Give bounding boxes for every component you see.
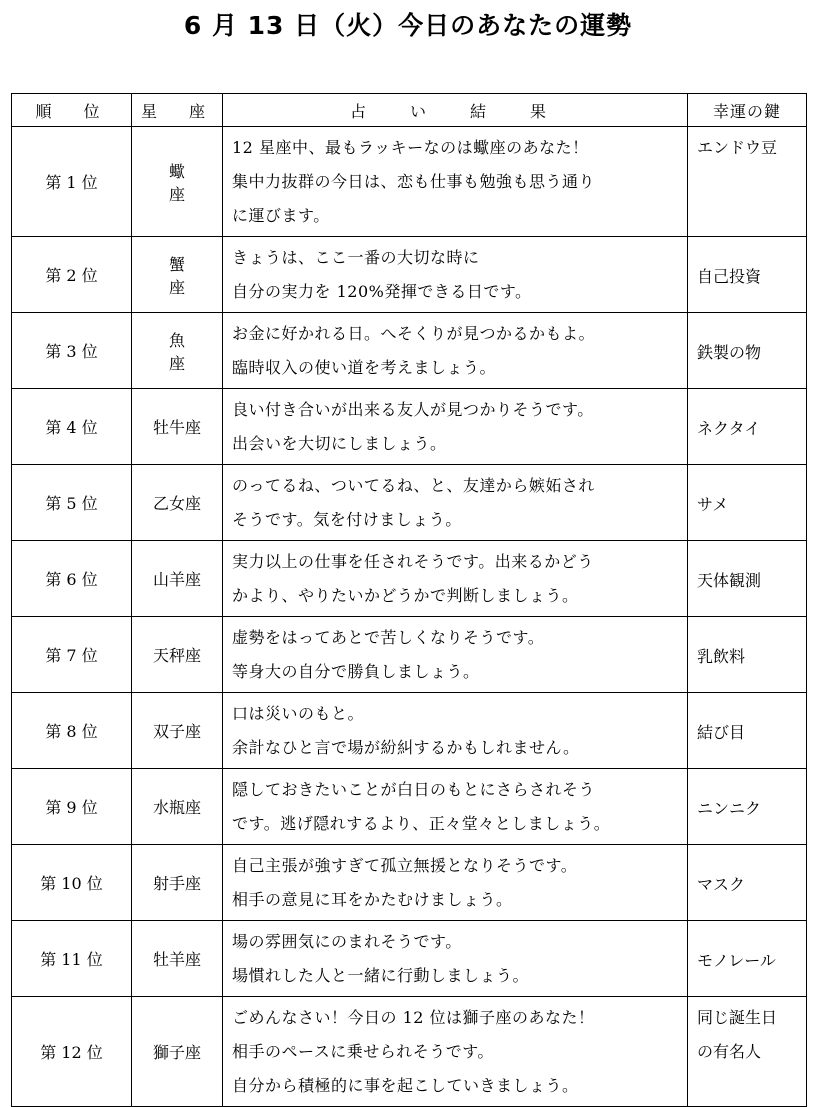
lucky-key-line: 自己投資	[697, 266, 762, 286]
result-line: 実力以上の仕事を任されそうです。出来るかどう	[232, 552, 594, 571]
sign-cell: 天秤座	[132, 617, 223, 693]
table-row	[12, 769, 807, 845]
sign-cell: 蠍 座	[132, 127, 223, 237]
table-row	[12, 465, 807, 541]
lucky-key-line: 同じ誕生日	[697, 1008, 778, 1027]
lucky-key-line: の有名人	[697, 1042, 762, 1061]
result-cell	[223, 997, 688, 1107]
lucky-key-line: ニンニク	[697, 798, 762, 818]
lucky-key-cell	[688, 237, 807, 313]
lucky-key-line: ネクタイ	[697, 418, 761, 438]
result-line: 場の雰囲気にのまれそうです。	[232, 932, 462, 951]
sign-cell: 乙女座	[132, 465, 223, 541]
result-line: 12 星座中、最もラッキーなのは蠍座のあなた！	[232, 138, 589, 157]
rank-cell: 第 10 位	[12, 845, 132, 921]
result-cell	[223, 921, 688, 997]
rank-cell: 第 6 位	[12, 541, 132, 617]
lucky-key-cell	[688, 769, 807, 845]
table-row	[12, 921, 807, 997]
result-line: 余計なひと言で場が紛糾するかもしれません。	[232, 738, 580, 757]
result-line: きょうは、ここ一番の大切な時に	[232, 248, 480, 267]
sign-cell: 牡羊座	[132, 921, 223, 997]
result-line: に運びます。	[232, 206, 330, 225]
result-line: 臨時収入の使い道を考えましょう。	[232, 358, 497, 377]
result-cell	[223, 693, 688, 769]
lucky-key-line: エンドウ豆	[697, 138, 778, 157]
lucky-key-line: 結び目	[697, 722, 746, 742]
result-cell	[223, 313, 688, 389]
table-row	[12, 693, 807, 769]
result-line: 自分の実力を 120%発揮できる日です。	[232, 282, 532, 301]
rank-cell: 第 9 位	[12, 769, 132, 845]
table-row	[12, 617, 807, 693]
lucky-key-cell	[688, 845, 807, 921]
result-line: お金に好かれる日。へそくりが見つかるかもよ。	[232, 324, 596, 343]
rank-cell: 第 11 位	[12, 921, 132, 997]
result-line: 自己主張が強すぎて孤立無援となりそうです。	[232, 856, 578, 875]
table-row	[12, 389, 807, 465]
lucky-key-cell	[688, 617, 807, 693]
lucky-key-cell	[688, 921, 807, 997]
result-line: 口は災いのもと。	[232, 704, 365, 723]
result-cell	[223, 769, 688, 845]
lucky-key-line: サメ	[697, 494, 729, 514]
lucky-key-line: 天体観測	[697, 570, 762, 590]
result-line: 隠しておきたいことが白日のもとにさらされそう	[232, 780, 596, 799]
fortune-rows	[12, 127, 807, 1107]
rank-cell: 第 7 位	[12, 617, 132, 693]
rank-cell: 第 8 位	[12, 693, 132, 769]
rank-cell: 第 12 位	[12, 997, 132, 1107]
rank-cell: 第 2 位	[12, 237, 132, 313]
table-row	[12, 845, 807, 921]
sign-cell: 双子座	[132, 693, 223, 769]
result-cell	[223, 845, 688, 921]
column-header-result: 占 い 結 果	[223, 94, 688, 127]
result-line: かより、やりたいかどうかで判断しましょう。	[232, 586, 579, 605]
result-line: 出会いを大切にしましょう。	[232, 434, 447, 453]
lucky-key-cell	[688, 313, 807, 389]
result-line: そうです。気を付けましょう。	[232, 510, 462, 529]
table-row	[12, 313, 807, 389]
result-line: 等身大の自分で勝負しましょう。	[232, 662, 480, 681]
result-cell	[223, 237, 688, 313]
sign-cell: 魚 座	[132, 313, 223, 389]
lucky-key-line: モノレール	[697, 950, 776, 970]
rank-cell: 第 1 位	[12, 127, 132, 237]
result-cell	[223, 617, 688, 693]
sign-cell: 射手座	[132, 845, 223, 921]
result-cell	[223, 541, 688, 617]
lucky-key-line: 鉄製の物	[697, 342, 762, 362]
lucky-key-line: マスク	[697, 874, 746, 894]
result-line: 虚勢をはってあとで苦しくなりそうです。	[232, 628, 545, 647]
result-line: 自分から積極的に事を起こしていきましょう。	[232, 1076, 579, 1095]
result-line: 良い付き合いが出来る友人が見つかりそうです。	[232, 400, 594, 419]
sign-cell: 牡牛座	[132, 389, 223, 465]
rank-cell: 第 5 位	[12, 465, 132, 541]
lucky-key-line: 乳飲料	[697, 646, 746, 666]
result-line: です。逃げ隠れするより、正々堂々としましょう。	[232, 814, 611, 833]
table-header-row	[12, 94, 807, 127]
result-line: 相手の意見に耳をかたむけましょう。	[232, 890, 513, 909]
lucky-key-cell	[688, 389, 807, 465]
sign-cell: 山羊座	[132, 541, 223, 617]
rank-cell: 第 4 位	[12, 389, 132, 465]
column-header-sign: 星 座	[132, 94, 223, 127]
lucky-key-cell	[688, 127, 807, 237]
column-header-key: 幸運の鍵	[688, 94, 807, 127]
rank-cell: 第 3 位	[12, 313, 132, 389]
table-row	[12, 541, 807, 617]
table-row	[12, 127, 807, 237]
table-row	[12, 997, 807, 1107]
lucky-key-cell	[688, 465, 807, 541]
lucky-key-cell	[688, 693, 807, 769]
page-title: 6 月 13 日（火）今日のあなたの運勢	[183, 11, 633, 40]
result-cell	[223, 389, 688, 465]
result-cell	[223, 127, 688, 237]
column-header-rank: 順 位	[12, 94, 132, 127]
fortune-table	[11, 93, 807, 1107]
result-cell	[223, 465, 688, 541]
result-line: 集中力抜群の今日は、恋も仕事も勉強も思う通り	[232, 172, 596, 191]
result-line: 場慣れした人と一緒に行動しましょう。	[232, 966, 530, 985]
result-line: 相手のペースに乗せられそうです。	[232, 1042, 494, 1061]
lucky-key-cell	[688, 997, 807, 1107]
result-line: ごめんなさい！今日の 12 位は獅子座のあなた！	[232, 1008, 595, 1027]
sign-cell: 蟹 座	[132, 237, 223, 313]
sign-cell: 獅子座	[132, 997, 223, 1107]
table-row	[12, 237, 807, 313]
result-line: のってるね、ついてるね、と、友達から嫉妬され	[232, 476, 595, 495]
sign-cell: 水瓶座	[132, 769, 223, 845]
lucky-key-cell	[688, 541, 807, 617]
